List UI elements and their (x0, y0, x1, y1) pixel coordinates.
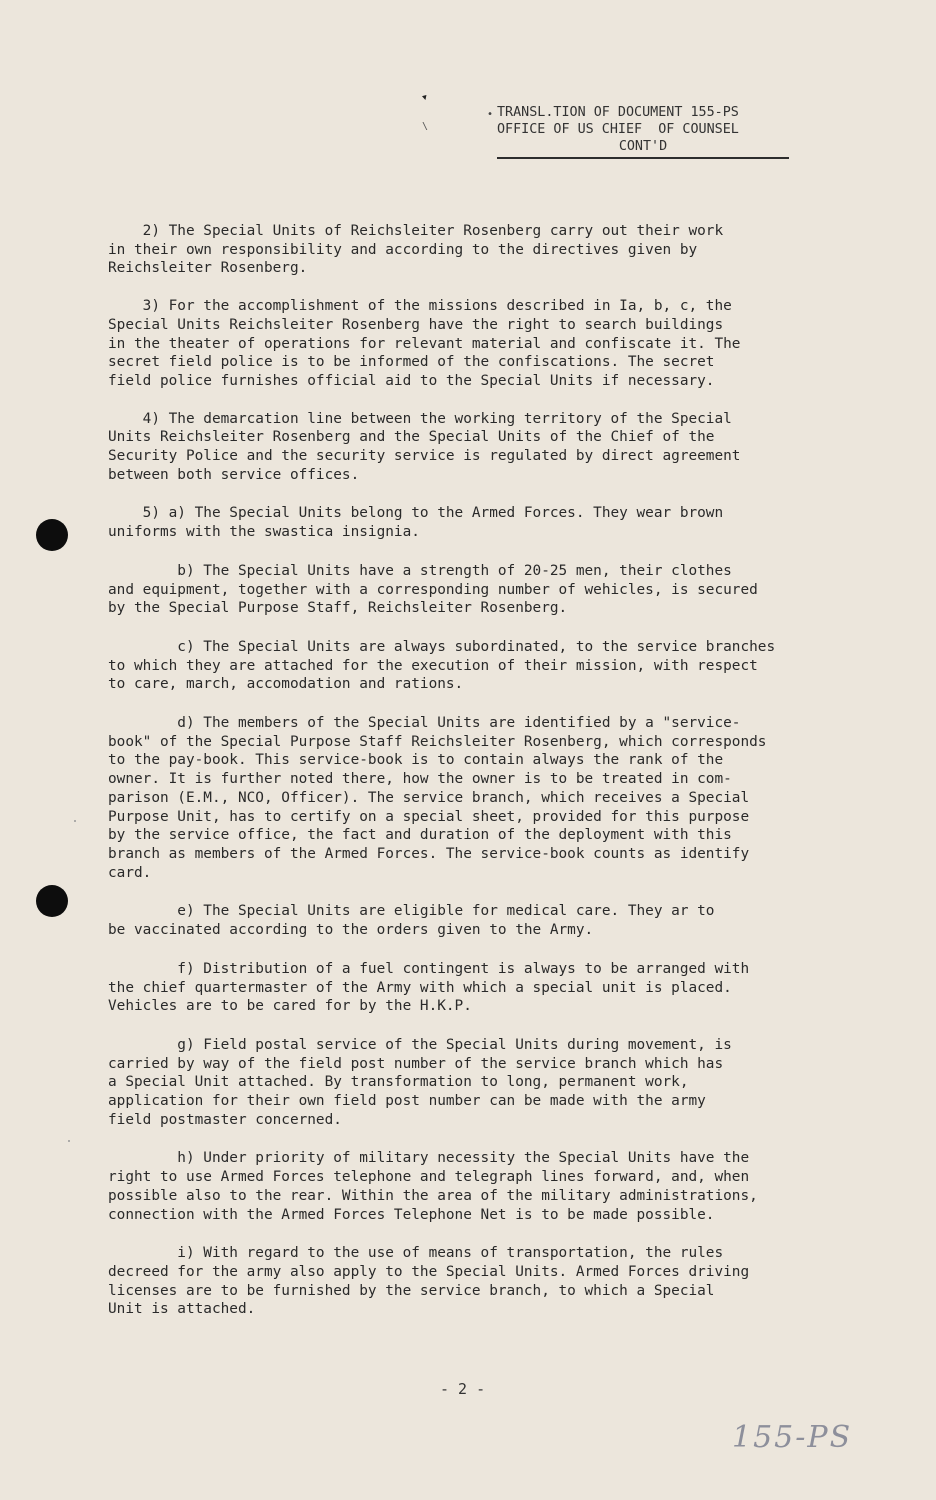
punch-hole-bottom (36, 885, 68, 917)
header-bullet-icon: • (487, 109, 494, 120)
paragraph-4: 4) The demarcation line between the working territory of the Special Units Reichsleiter Rosenberg and the Special Units of the Chief of the Security Police and the security service is regulated by direct agreement between both service offices. (108, 410, 741, 483)
paragraph-5a: 5) a) The Special Units belong to the Armed Forces. They wear brown uniforms with the swastica insignia. (108, 505, 724, 541)
header-line-contd: CONT'D (497, 138, 789, 159)
paragraph-5e: e) The Special Units are eligible for medical care. They ar to be vaccinated according to the orders given to the Army. (108, 903, 715, 939)
handwritten-annotation: 155-PS (732, 1420, 853, 1455)
stray-tick-icon: \ (422, 121, 429, 132)
header-line-title: TRANSL.TION OF DOCUMENT 155-PS (497, 105, 739, 120)
punch-hole-top (36, 519, 68, 551)
paragraph-5f: f) Distribution of a fuel contingent is always to be arranged with the chief quartermaster of the Army with which a special unit is placed. Vehicles are to be cared for by the H.K.P. (108, 960, 750, 1015)
stray-mark-icon: ▾ (419, 89, 430, 105)
paragraph-5i: i) With regard to the use of means of transportation, the rules decreed for the army also apply to the Special Units. Armed Forces driving licenses are to be furnished by the service branch, to which a Special Unit is attached. (108, 1245, 750, 1318)
paragraph-5c: c) The Special Units are always subordinated, to the service branches to which they are attached for the execution of their mission, with respect to care, march, accomodation and rations. (108, 638, 776, 693)
paragraph-3: 3) For the accomplishment of the missions described in Ia, b, c, the Special Units Reichsleiter Rosenberg have the right to search buildings in the theater of operations for relevant material and confiscate it. The secret field police is to be informed of the confiscations. The secret field police furnishes official aid to the Special Units if necessary. (108, 298, 741, 389)
header-line-office: OFFICE OF US CHIEF OF COUNSEL (497, 122, 739, 137)
paragraph-2: 2) The Special Units of Reichsleiter Rosenberg carry out their work in their own responsibility and according to the directives given by Reichsleiter Rosenberg. (108, 223, 724, 277)
paragraph-5h: h) Under priority of military necessity the Special Units have the right to use Armed Forces telephone and telegraph lines forward, and, when possible also to the rear. Within the area of the military administrations, connection with the Armed Forces Telephone Net is to be made possible. (108, 1150, 758, 1223)
document-body (108, 222, 843, 1319)
paragraph-5b: b) The Special Units have a strength of 20-25 men, their clothes and equipment, together with a corresponding number of wehicles, is secured by the Special Purpose Staff, Reichsleiter Rosenberg. (108, 562, 758, 617)
paper-speck (74, 820, 76, 822)
paragraph-5d: d) The members of the Special Units are identified by a "service- book" of the Special Purpose Staff Reichsleiter Rosenberg, which corresponds to the pay-book. This service-book is to contain always the rank of the owner. It is further noted there, how the owner is to be treated in com- parison (E.M., NCO, Officer). The service branch, which receives a Special Purpose Unit, has to certify on a special sheet, provided for this purpose by the service office, the fact and duration of the deployment with this branch as members of the Armed Forces. The service-book counts as identify card. (108, 715, 767, 881)
translation-header (497, 104, 789, 159)
paper-speck (68, 1140, 70, 1142)
page-number: - 2 - (440, 1380, 486, 1398)
paragraph-5g: g) Field postal service of the Special Units during movement, is carried by way of the field post number of the service branch which has a Special Unit attached. By transformation to long, permanent work, application for their own field post number can be made with the army field postmaster concerned. (108, 1036, 732, 1128)
